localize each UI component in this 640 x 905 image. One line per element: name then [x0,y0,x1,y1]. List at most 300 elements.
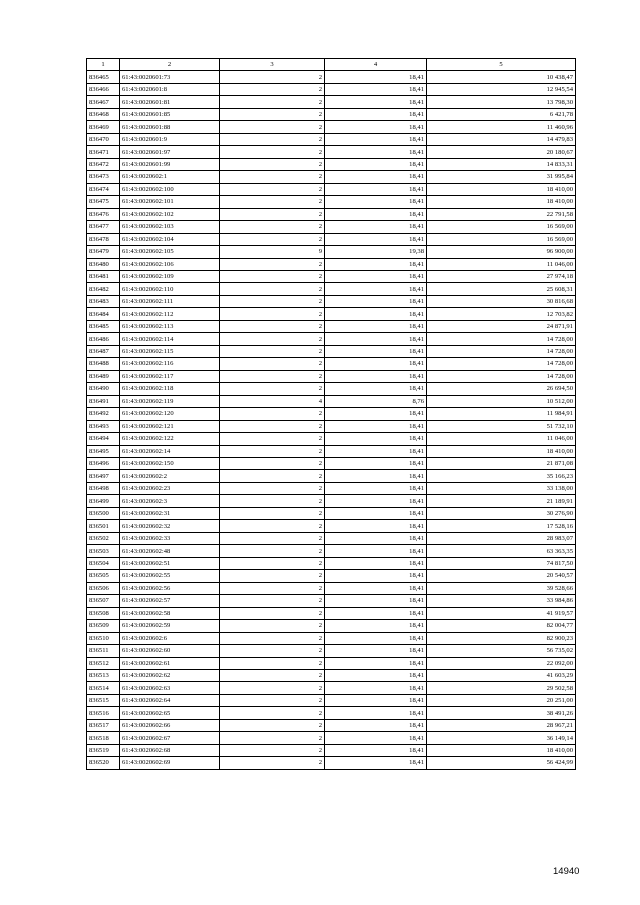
table-row [87,433,576,445]
col4-cell: 18,41 [325,333,427,345]
col4-cell: 18,41 [325,420,427,432]
amount-cell: 36 149,14 [427,732,576,744]
col3-cell: 2 [220,308,325,320]
row-number-cell: 836474 [87,183,120,195]
cadastral-number-cell: 61:43:0020602:113 [120,320,220,332]
col4-cell: 18,41 [325,433,427,445]
col4-cell: 18,41 [325,620,427,632]
col4-cell: 18,41 [325,121,427,133]
amount-cell: 30 816,68 [427,295,576,307]
row-number-cell: 836510 [87,632,120,644]
cadastral-number-cell: 61:43:0020602:117 [120,370,220,382]
row-number-cell: 836507 [87,595,120,607]
cadastral-number-cell: 61:43:0020602:32 [120,520,220,532]
col4-cell: 19,38 [325,246,427,258]
col3-cell: 2 [220,196,325,208]
col4-cell: 18,41 [325,495,427,507]
amount-cell: 29 502,58 [427,682,576,694]
cadastral-number-cell: 61:43:0020601:8 [120,83,220,95]
col3-cell: 2 [220,295,325,307]
col3-cell: 2 [220,383,325,395]
col3-cell: 2 [220,545,325,557]
cadastral-number-cell: 61:43:0020602:6 [120,632,220,644]
amount-cell: 12 945,54 [427,83,576,95]
col4-cell: 18,41 [325,83,427,95]
amount-cell: 18 410,00 [427,445,576,457]
row-number-cell: 836503 [87,545,120,557]
row-number-cell: 836472 [87,158,120,170]
amount-cell: 21 189,91 [427,495,576,507]
amount-cell: 22 791,58 [427,208,576,220]
cadastral-number-cell: 61:43:0020602:119 [120,395,220,407]
cadastral-number-cell: 61:43:0020602:63 [120,682,220,694]
col4-cell: 18,41 [325,445,427,457]
col4-cell: 18,41 [325,146,427,158]
row-number-cell: 836478 [87,233,120,245]
col3-cell: 2 [220,108,325,120]
cadastral-number-cell: 61:43:0020602:2 [120,470,220,482]
amount-cell: 18 410,00 [427,196,576,208]
table-row [87,694,576,706]
column-header-2: 2 [120,59,220,71]
row-number-cell: 836520 [87,757,120,769]
cadastral-number-cell: 61:43:0020602:122 [120,433,220,445]
col3-cell: 2 [220,333,325,345]
col4-cell: 18,41 [325,358,427,370]
col3-cell: 2 [220,707,325,719]
table-row [87,657,576,669]
row-number-cell: 836518 [87,732,120,744]
amount-cell: 16 569,00 [427,233,576,245]
table-row [87,595,576,607]
col3-cell: 2 [220,482,325,494]
cadastral-number-cell: 61:43:0020602:57 [120,595,220,607]
row-number-cell: 836491 [87,395,120,407]
col4-cell: 18,41 [325,682,427,694]
amount-cell: 33 984,86 [427,595,576,607]
cadastral-number-cell: 61:43:0020602:114 [120,333,220,345]
amount-cell: 6 421,78 [427,108,576,120]
amount-cell: 11 984,91 [427,408,576,420]
row-number-cell: 836500 [87,507,120,519]
table-row [87,707,576,719]
table-row [87,270,576,282]
col4-cell: 18,41 [325,196,427,208]
col4-cell: 18,41 [325,320,427,332]
col3-cell: 2 [220,158,325,170]
row-number-cell: 836475 [87,196,120,208]
col4-cell: 18,41 [325,482,427,494]
table-row [87,208,576,220]
table-row [87,221,576,233]
cadastral-number-cell: 61:43:0020601:81 [120,96,220,108]
cadastral-number-cell: 61:43:0020602:116 [120,358,220,370]
col4-cell: 8,76 [325,395,427,407]
table-row [87,83,576,95]
amount-cell: 10 438,47 [427,71,576,83]
col4-cell: 18,41 [325,158,427,170]
col3-cell: 2 [220,445,325,457]
cadastral-number-cell: 61:43:0020602:101 [120,196,220,208]
row-number-cell: 836465 [87,71,120,83]
row-number-cell: 836514 [87,682,120,694]
col4-cell: 18,41 [325,283,427,295]
table-row [87,520,576,532]
amount-cell: 14 833,31 [427,158,576,170]
amount-cell: 63 363,35 [427,545,576,557]
amount-cell: 20 540,57 [427,570,576,582]
col3-cell: 2 [220,657,325,669]
row-number-cell: 836470 [87,133,120,145]
col3-cell: 2 [220,121,325,133]
row-number-cell: 836479 [87,246,120,258]
row-number-cell: 836517 [87,719,120,731]
table-row [87,682,576,694]
col3-cell: 2 [220,358,325,370]
col4-cell: 18,41 [325,295,427,307]
col3-cell: 2 [220,270,325,282]
cadastral-number-cell: 61:43:0020602:64 [120,694,220,706]
amount-cell: 74 817,50 [427,557,576,569]
cadastral-number-cell: 61:43:0020601:73 [120,71,220,83]
col4-cell: 18,41 [325,507,427,519]
table-row [87,108,576,120]
table-row [87,757,576,769]
col4-cell: 18,41 [325,408,427,420]
table-row [87,570,576,582]
col3-cell: 2 [220,233,325,245]
col3-cell: 2 [220,582,325,594]
row-number-cell: 836483 [87,295,120,307]
table-row [87,146,576,158]
amount-cell: 35 166,23 [427,470,576,482]
table-row [87,607,576,619]
cadastral-number-cell: 61:43:0020602:110 [120,283,220,295]
row-number-cell: 836509 [87,620,120,632]
col3-cell: 2 [220,96,325,108]
amount-cell: 82 004,77 [427,620,576,632]
table-row [87,507,576,519]
table-row [87,171,576,183]
column-header-4: 4 [325,59,427,71]
col4-cell: 18,41 [325,694,427,706]
row-number-cell: 836485 [87,320,120,332]
row-number-cell: 836511 [87,645,120,657]
col4-cell: 18,41 [325,520,427,532]
col3-cell: 2 [220,495,325,507]
table-row [87,333,576,345]
cadastral-number-cell: 61:43:0020602:105 [120,246,220,258]
cadastral-number-cell: 61:43:0020602:62 [120,669,220,681]
row-number-cell: 836494 [87,433,120,445]
cadastral-number-cell: 61:43:0020601:9 [120,133,220,145]
row-number-cell: 836469 [87,121,120,133]
amount-cell: 41 919,57 [427,607,576,619]
col3-cell: 2 [220,221,325,233]
table-row [87,158,576,170]
cadastral-number-cell: 61:43:0020602:104 [120,233,220,245]
amount-cell: 20 180,67 [427,146,576,158]
col3-cell: 2 [220,744,325,756]
row-number-cell: 836504 [87,557,120,569]
col4-cell: 18,41 [325,270,427,282]
table-row [87,582,576,594]
amount-cell: 82 900,23 [427,632,576,644]
cadastral-number-cell: 61:43:0020602:106 [120,258,220,270]
table-row [87,246,576,258]
amount-cell: 20 251,00 [427,694,576,706]
row-number-cell: 836487 [87,345,120,357]
row-number-cell: 836468 [87,108,120,120]
col4-cell: 18,41 [325,645,427,657]
amount-cell: 51 732,10 [427,420,576,432]
col3-cell: 2 [220,570,325,582]
col3-cell: 2 [220,719,325,731]
amount-cell: 14 728,00 [427,345,576,357]
row-number-cell: 836482 [87,283,120,295]
cadastral-number-cell: 61:43:0020602:58 [120,607,220,619]
amount-cell: 25 608,31 [427,283,576,295]
col3-cell: 2 [220,408,325,420]
cadastral-number-cell: 61:43:0020601:97 [120,146,220,158]
row-number-cell: 836495 [87,445,120,457]
page-number: 14940 [553,866,580,877]
col3-cell: 2 [220,146,325,158]
table-body [87,71,576,769]
row-number-cell: 836466 [87,83,120,95]
cadastral-number-cell: 61:43:0020602:60 [120,645,220,657]
cadastral-number-cell: 61:43:0020602:121 [120,420,220,432]
row-number-cell: 836489 [87,370,120,382]
column-header-5: 5 [427,59,576,71]
cadastral-number-cell: 61:43:0020602:65 [120,707,220,719]
col3-cell: 2 [220,83,325,95]
row-number-cell: 836480 [87,258,120,270]
table-row [87,532,576,544]
table-row [87,732,576,744]
cadastral-number-cell: 61:43:0020602:56 [120,582,220,594]
table-row [87,470,576,482]
col4-cell: 18,41 [325,383,427,395]
table-row [87,358,576,370]
amount-cell: 96 900,00 [427,246,576,258]
amount-cell: 21 871,08 [427,458,576,470]
col3-cell: 2 [220,732,325,744]
col3-cell: 2 [220,183,325,195]
table-row [87,620,576,632]
table-row [87,96,576,108]
col3-cell: 2 [220,557,325,569]
table-row [87,308,576,320]
amount-cell: 14 728,00 [427,358,576,370]
amount-cell: 56 424,99 [427,757,576,769]
amount-cell: 31 995,84 [427,171,576,183]
amount-cell: 28 983,07 [427,532,576,544]
table-row [87,121,576,133]
table-row [87,445,576,457]
cadastral-number-cell: 61:43:0020602:112 [120,308,220,320]
col3-cell: 2 [220,458,325,470]
amount-cell: 22 092,00 [427,657,576,669]
cadastral-number-cell: 61:43:0020602:23 [120,482,220,494]
amount-cell: 33 138,00 [427,482,576,494]
cadastral-number-cell: 61:43:0020601:85 [120,108,220,120]
cadastral-number-cell: 61:43:0020602:100 [120,183,220,195]
col3-cell: 2 [220,595,325,607]
row-number-cell: 836490 [87,383,120,395]
amount-cell: 18 410,00 [427,183,576,195]
col3-cell: 2 [220,632,325,644]
row-number-cell: 836501 [87,520,120,532]
amount-cell: 14 728,00 [427,333,576,345]
col3-cell: 2 [220,694,325,706]
col3-cell: 2 [220,320,325,332]
row-number-cell: 836506 [87,582,120,594]
row-number-cell: 836508 [87,607,120,619]
amount-cell: 17 528,16 [427,520,576,532]
column-header-3: 3 [220,59,325,71]
table-row [87,495,576,507]
row-number-cell: 836499 [87,495,120,507]
row-number-cell: 836498 [87,482,120,494]
col4-cell: 18,41 [325,607,427,619]
table-row [87,557,576,569]
col3-cell: 2 [220,71,325,83]
amount-cell: 18 410,00 [427,744,576,756]
amount-cell: 11 460,96 [427,121,576,133]
row-number-cell: 836484 [87,308,120,320]
row-number-cell: 836477 [87,221,120,233]
amount-cell: 56 735,02 [427,645,576,657]
col4-cell: 18,41 [325,719,427,731]
col4-cell: 18,41 [325,570,427,582]
col3-cell: 2 [220,208,325,220]
amount-cell: 11 046,00 [427,258,576,270]
col3-cell: 2 [220,645,325,657]
row-number-cell: 836476 [87,208,120,220]
col4-cell: 18,41 [325,532,427,544]
table-row [87,632,576,644]
col3-cell: 2 [220,669,325,681]
amount-cell: 13 798,30 [427,96,576,108]
col4-cell: 18,41 [325,96,427,108]
cadastral-number-cell: 61:43:0020602:61 [120,657,220,669]
col4-cell: 18,41 [325,71,427,83]
cadastral-number-cell: 61:43:0020602:59 [120,620,220,632]
col3-cell: 2 [220,607,325,619]
amount-cell: 10 512,00 [427,395,576,407]
col4-cell: 18,41 [325,233,427,245]
cadastral-number-cell: 61:43:0020602:68 [120,744,220,756]
row-number-cell: 836473 [87,171,120,183]
col3-cell: 2 [220,345,325,357]
cadastral-number-cell: 61:43:0020602:3 [120,495,220,507]
cadastral-number-cell: 61:43:0020602:102 [120,208,220,220]
table-row [87,482,576,494]
col4-cell: 18,41 [325,221,427,233]
table-row [87,320,576,332]
header-row [87,59,576,71]
registry-table [86,58,576,770]
amount-cell: 27 974,18 [427,270,576,282]
amount-cell: 28 967,21 [427,719,576,731]
cadastral-number-cell: 61:43:0020602:67 [120,732,220,744]
col4-cell: 18,41 [325,669,427,681]
col4-cell: 18,41 [325,345,427,357]
amount-cell: 24 871,91 [427,320,576,332]
row-number-cell: 836512 [87,657,120,669]
cadastral-number-cell: 61:43:0020602:51 [120,557,220,569]
col4-cell: 18,41 [325,707,427,719]
row-number-cell: 836515 [87,694,120,706]
cadastral-number-cell: 61:43:0020602:109 [120,270,220,282]
col4-cell: 18,41 [325,183,427,195]
cadastral-number-cell: 61:43:0020602:14 [120,445,220,457]
amount-cell: 30 276,90 [427,507,576,519]
col4-cell: 18,41 [325,258,427,270]
col3-cell: 2 [220,420,325,432]
col3-cell: 2 [220,620,325,632]
cadastral-number-cell: 61:43:0020602:150 [120,458,220,470]
cadastral-number-cell: 61:43:0020602:33 [120,532,220,544]
row-number-cell: 836471 [87,146,120,158]
table-row [87,645,576,657]
col4-cell: 18,41 [325,595,427,607]
cadastral-number-cell: 61:43:0020602:69 [120,757,220,769]
col4-cell: 18,41 [325,370,427,382]
col4-cell: 18,41 [325,582,427,594]
col3-cell: 2 [220,258,325,270]
table-row [87,719,576,731]
cadastral-number-cell: 61:43:0020602:1 [120,171,220,183]
amount-cell: 38 491,26 [427,707,576,719]
column-header-1: 1 [87,59,120,71]
col3-cell: 2 [220,470,325,482]
table-row [87,370,576,382]
row-number-cell: 836502 [87,532,120,544]
table-row [87,420,576,432]
table-row [87,233,576,245]
col3-cell: 2 [220,133,325,145]
row-number-cell: 836516 [87,707,120,719]
row-number-cell: 836496 [87,458,120,470]
amount-cell: 16 569,00 [427,221,576,233]
cadastral-number-cell: 61:43:0020602:55 [120,570,220,582]
amount-cell: 14 728,00 [427,370,576,382]
row-number-cell: 836481 [87,270,120,282]
table-row [87,458,576,470]
col3-cell: 9 [220,246,325,258]
col4-cell: 18,41 [325,108,427,120]
col3-cell: 2 [220,433,325,445]
cadastral-number-cell: 61:43:0020602:103 [120,221,220,233]
table-row [87,71,576,83]
table-row [87,395,576,407]
cadastral-number-cell: 61:43:0020602:111 [120,295,220,307]
col4-cell: 18,41 [325,657,427,669]
row-number-cell: 836467 [87,96,120,108]
col4-cell: 18,41 [325,732,427,744]
col3-cell: 2 [220,370,325,382]
table-row [87,345,576,357]
row-number-cell: 836497 [87,470,120,482]
cadastral-number-cell: 61:43:0020602:31 [120,507,220,519]
col3-cell: 2 [220,507,325,519]
table-row [87,283,576,295]
table-row [87,669,576,681]
amount-cell: 39 528,66 [427,582,576,594]
col3-cell: 2 [220,520,325,532]
